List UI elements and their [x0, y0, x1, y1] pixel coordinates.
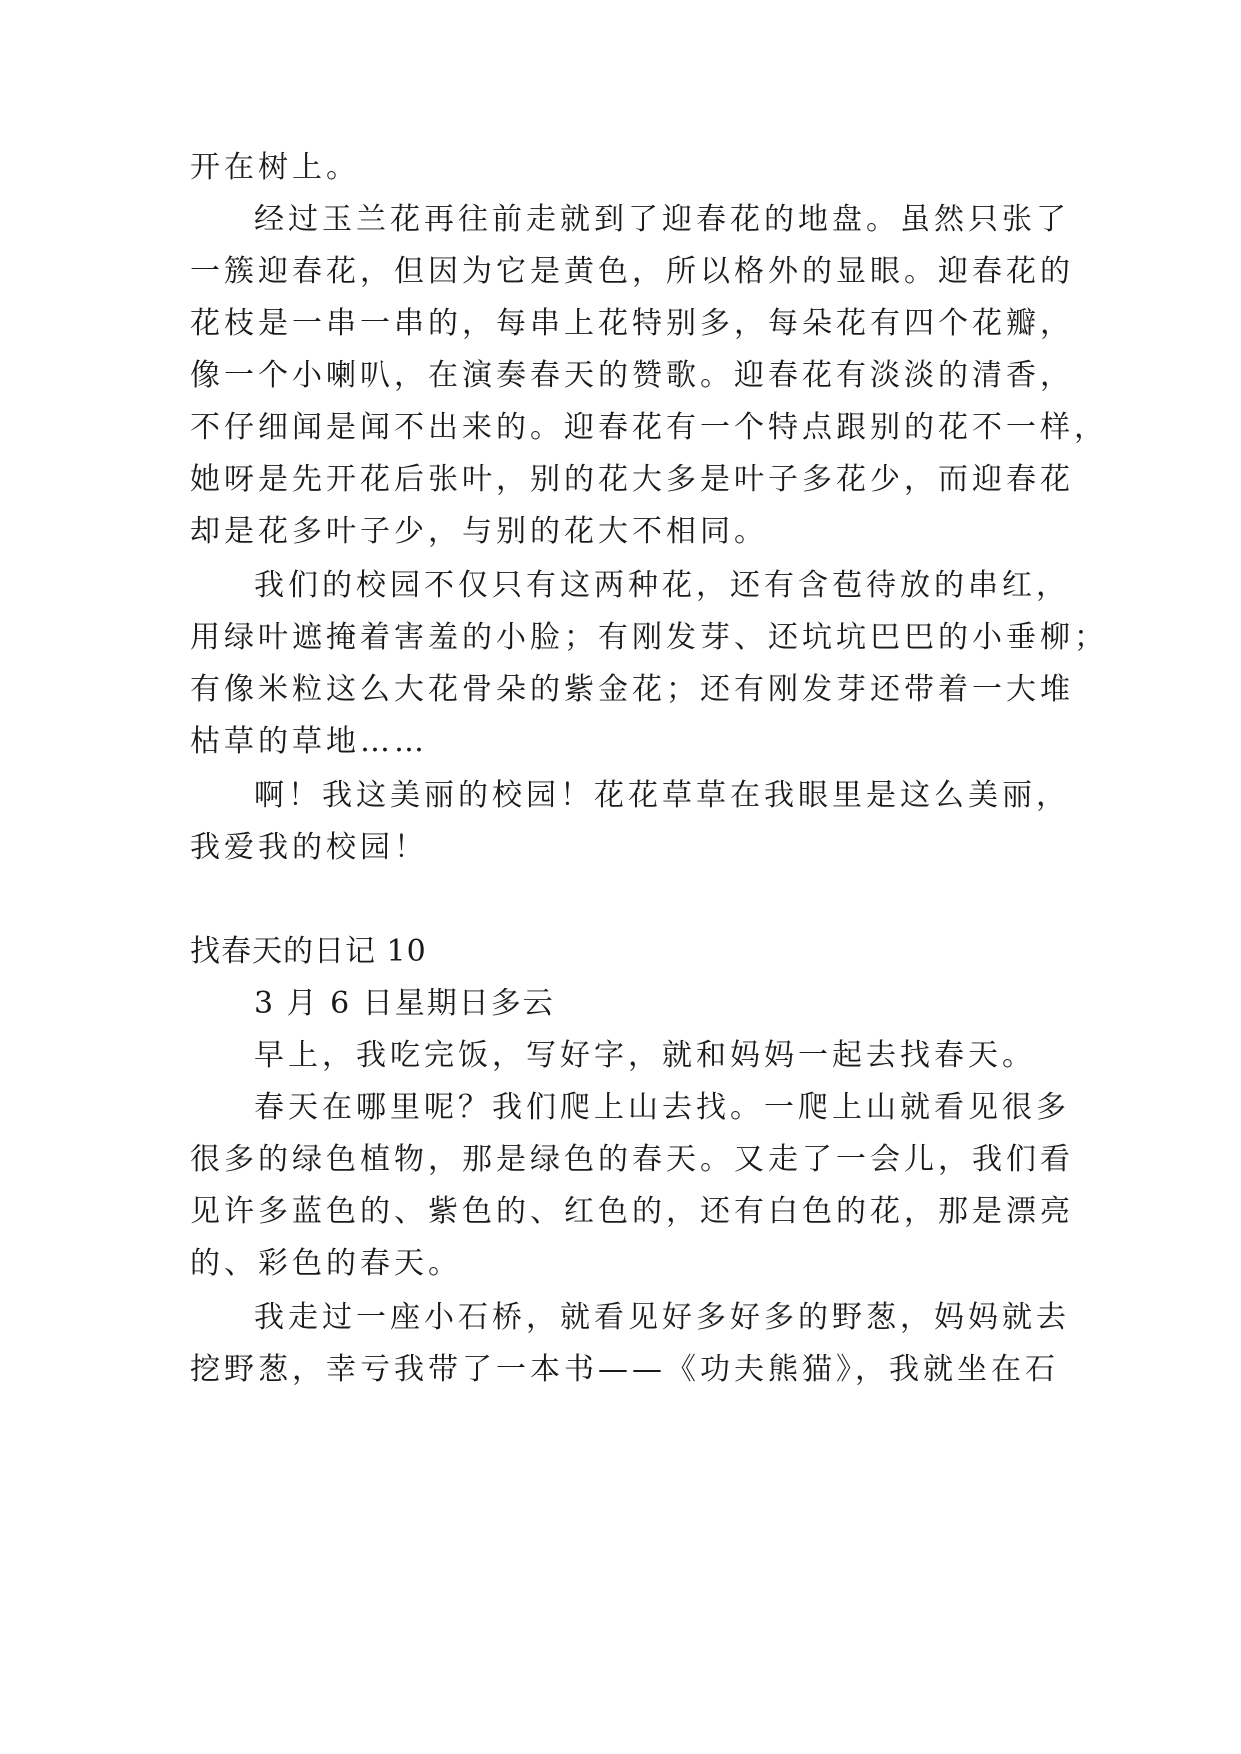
text-line: 不仔细闻是闻不出来的。迎春花有一个特点跟别的花不一样， — [190, 410, 1108, 445]
text-line: 挖野葱，幸亏我带了一本书——《功夫熊猫》，我就坐在石 — [190, 1352, 1059, 1387]
paragraph-start: 我走过一座小石桥，就看见好多好多的野葱，妈妈就去 — [254, 1300, 1070, 1335]
text-line: 枯草的草地…… — [190, 724, 428, 759]
text-line: 有像米粒这么大花骨朵的紫金花；还有刚发芽还带着一大堆 — [190, 672, 1074, 707]
text-line: 开在树上。 — [190, 150, 360, 185]
text-line: 像一个小喇叭，在演奏春天的赞歌。迎春花有淡淡的清香， — [190, 358, 1074, 393]
paragraph-start: 我们的校园不仅只有这两种花，还有含苞待放的串红， — [254, 568, 1070, 603]
text-line: 用绿叶遮掩着害羞的小脸；有刚发芽、还坑坑巴巴的小垂柳； — [190, 620, 1108, 655]
text-line: 花枝是一串一串的，每串上花特别多，每朵花有四个花瓣， — [190, 306, 1074, 341]
paragraph-start: 经过玉兰花再往前走就到了迎春花的地盘。虽然只张了 — [254, 202, 1070, 237]
paragraph-start: 春天在哪里呢？我们爬上山去找。一爬上山就看见很多 — [254, 1090, 1070, 1125]
text-line: 我爱我的校园！ — [190, 830, 428, 865]
diary-date: 3 月 6 日星期日多云 — [254, 986, 555, 1021]
text-line: 她呀是先开花后张叶，别的花大多是叶子多花少，而迎春花 — [190, 462, 1074, 497]
text-line: 却是花多叶子少，与别的花大不相同。 — [190, 514, 768, 549]
text-line: 的、彩色的春天。 — [190, 1246, 462, 1281]
paragraph-start: 早上，我吃完饭，写好字，就和妈妈一起去找春天。 — [254, 1038, 1036, 1073]
text-line: 很多的绿色植物，那是绿色的春天。又走了一会儿，我们看 — [190, 1142, 1074, 1177]
diary-title: 找春天的日记 10 — [190, 934, 427, 969]
text-line: 一簇迎春花，但因为它是黄色，所以格外的显眼。迎春花的 — [190, 254, 1074, 289]
text-line: 见许多蓝色的、紫色的、红色的，还有白色的花，那是漂亮 — [190, 1194, 1074, 1229]
paragraph-start: 啊！我这美丽的校园！花花草草在我眼里是这么美丽， — [254, 778, 1070, 813]
